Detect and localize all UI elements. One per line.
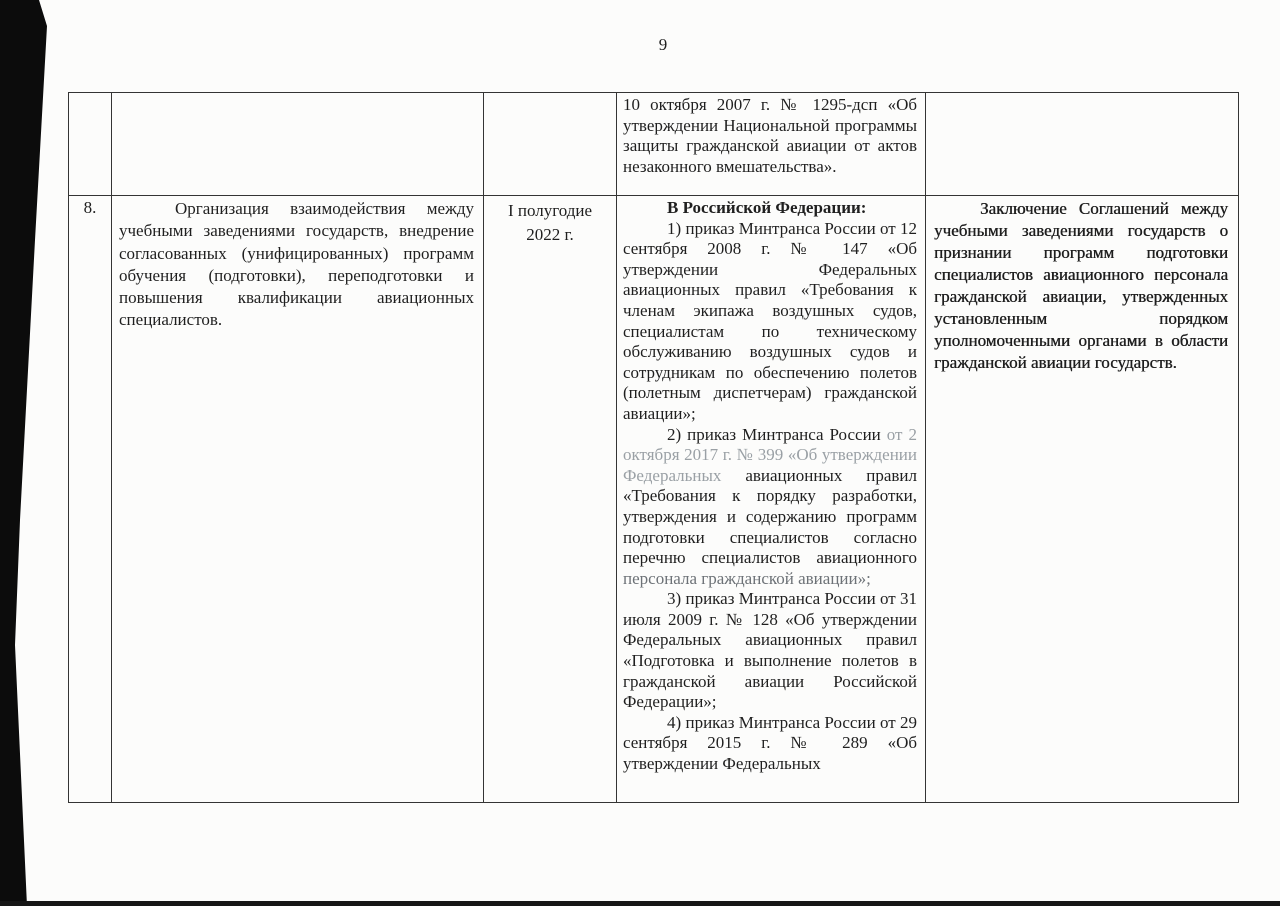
- row-number-cell: [69, 196, 112, 803]
- table-row-8: [69, 196, 1239, 803]
- scanner-edge-artifact-left: [0, 0, 52, 906]
- legal-item-2: [623, 425, 917, 590]
- carryover-legal-basis-cell: [617, 93, 926, 196]
- expected-result-cell: [926, 196, 1239, 803]
- carryover-legal-basis-text: 10 октября 2007 г. № 1295-дсп «Об утверждении Национальной программы защиты гражданской авиации от актов незаконного вмешательства».: [623, 95, 917, 176]
- period-cell: [484, 196, 617, 803]
- carryover-period-cell-empty: [484, 93, 617, 196]
- period-line-2: 2022 г.: [526, 225, 574, 244]
- legal-item-4: 4) приказ Минтранса России от 29 сентября 2015 г. № 289 «Об утверждении Федеральных: [623, 712, 917, 774]
- legal-item-2-faded-segment: от 2 октября 2017 г. № 399 «Об утверждении Федеральных: [623, 424, 917, 485]
- legal-basis-heading: В Российской Федерации:: [667, 198, 867, 217]
- schedule-table: [68, 92, 1239, 803]
- legal-item-3: 3) приказ Минтранса России от 31 июля 2009 г. № 128 «Об утверждении Федеральных авиационных правил «Подготовка и выполнение полетов в гражданской авиации Российской Федерации»;: [623, 589, 917, 712]
- legal-basis-cell: [617, 196, 926, 803]
- activity-text: Организация взаимодействия между учебными заведениями государств, внедрение согласованных (унифицированных) программ обучения (подготовки), переподготовки и повышения квалификации авиационных специалистов.: [119, 199, 474, 330]
- scanner-edge-artifact-bottom: [0, 901, 1280, 906]
- carryover-row: [69, 93, 1239, 196]
- legal-basis-content: [617, 196, 925, 775]
- period-text: [484, 196, 616, 247]
- page-number: 9: [658, 35, 668, 54]
- carryover-number-cell-empty: [69, 93, 112, 196]
- period-line-1: I полугодие: [507, 201, 593, 220]
- legal-item-2-part1: 2) приказ Минтранса России: [667, 424, 887, 444]
- legal-item-2-part3: персонала гражданской авиации»;: [623, 568, 871, 588]
- row-number: 8.: [83, 198, 97, 217]
- expected-result-text: Заключение Соглашений между учебными заведениями государств о признании программ подготовки специалистов авиационного персонала гражданской авиации, утвержденных установленным порядком уполномоченными органами в области гражданской авиации государств.: [934, 199, 1228, 372]
- activity-cell: [112, 196, 484, 803]
- carryover-activity-cell-empty: [112, 93, 484, 196]
- carryover-result-cell-empty: [926, 93, 1239, 196]
- legal-item-1: 1) приказ Минтранса России от 12 сентября 2008 г. № 147 «Об утверждении Федеральных авиационных правил «Требования к членам экипажа воздушных судов, специалистам по техническому обслуживанию воздушных судов и сотрудникам по обеспечению полетов (полетным диспетчерам) гражданской авиации»;: [623, 218, 917, 423]
- legal-item-2-part2: авиационных правил «Требования к порядку разработки, утверждения и содержанию программ подготовки специалистов согласно перечню специалистов авиационного: [623, 465, 917, 568]
